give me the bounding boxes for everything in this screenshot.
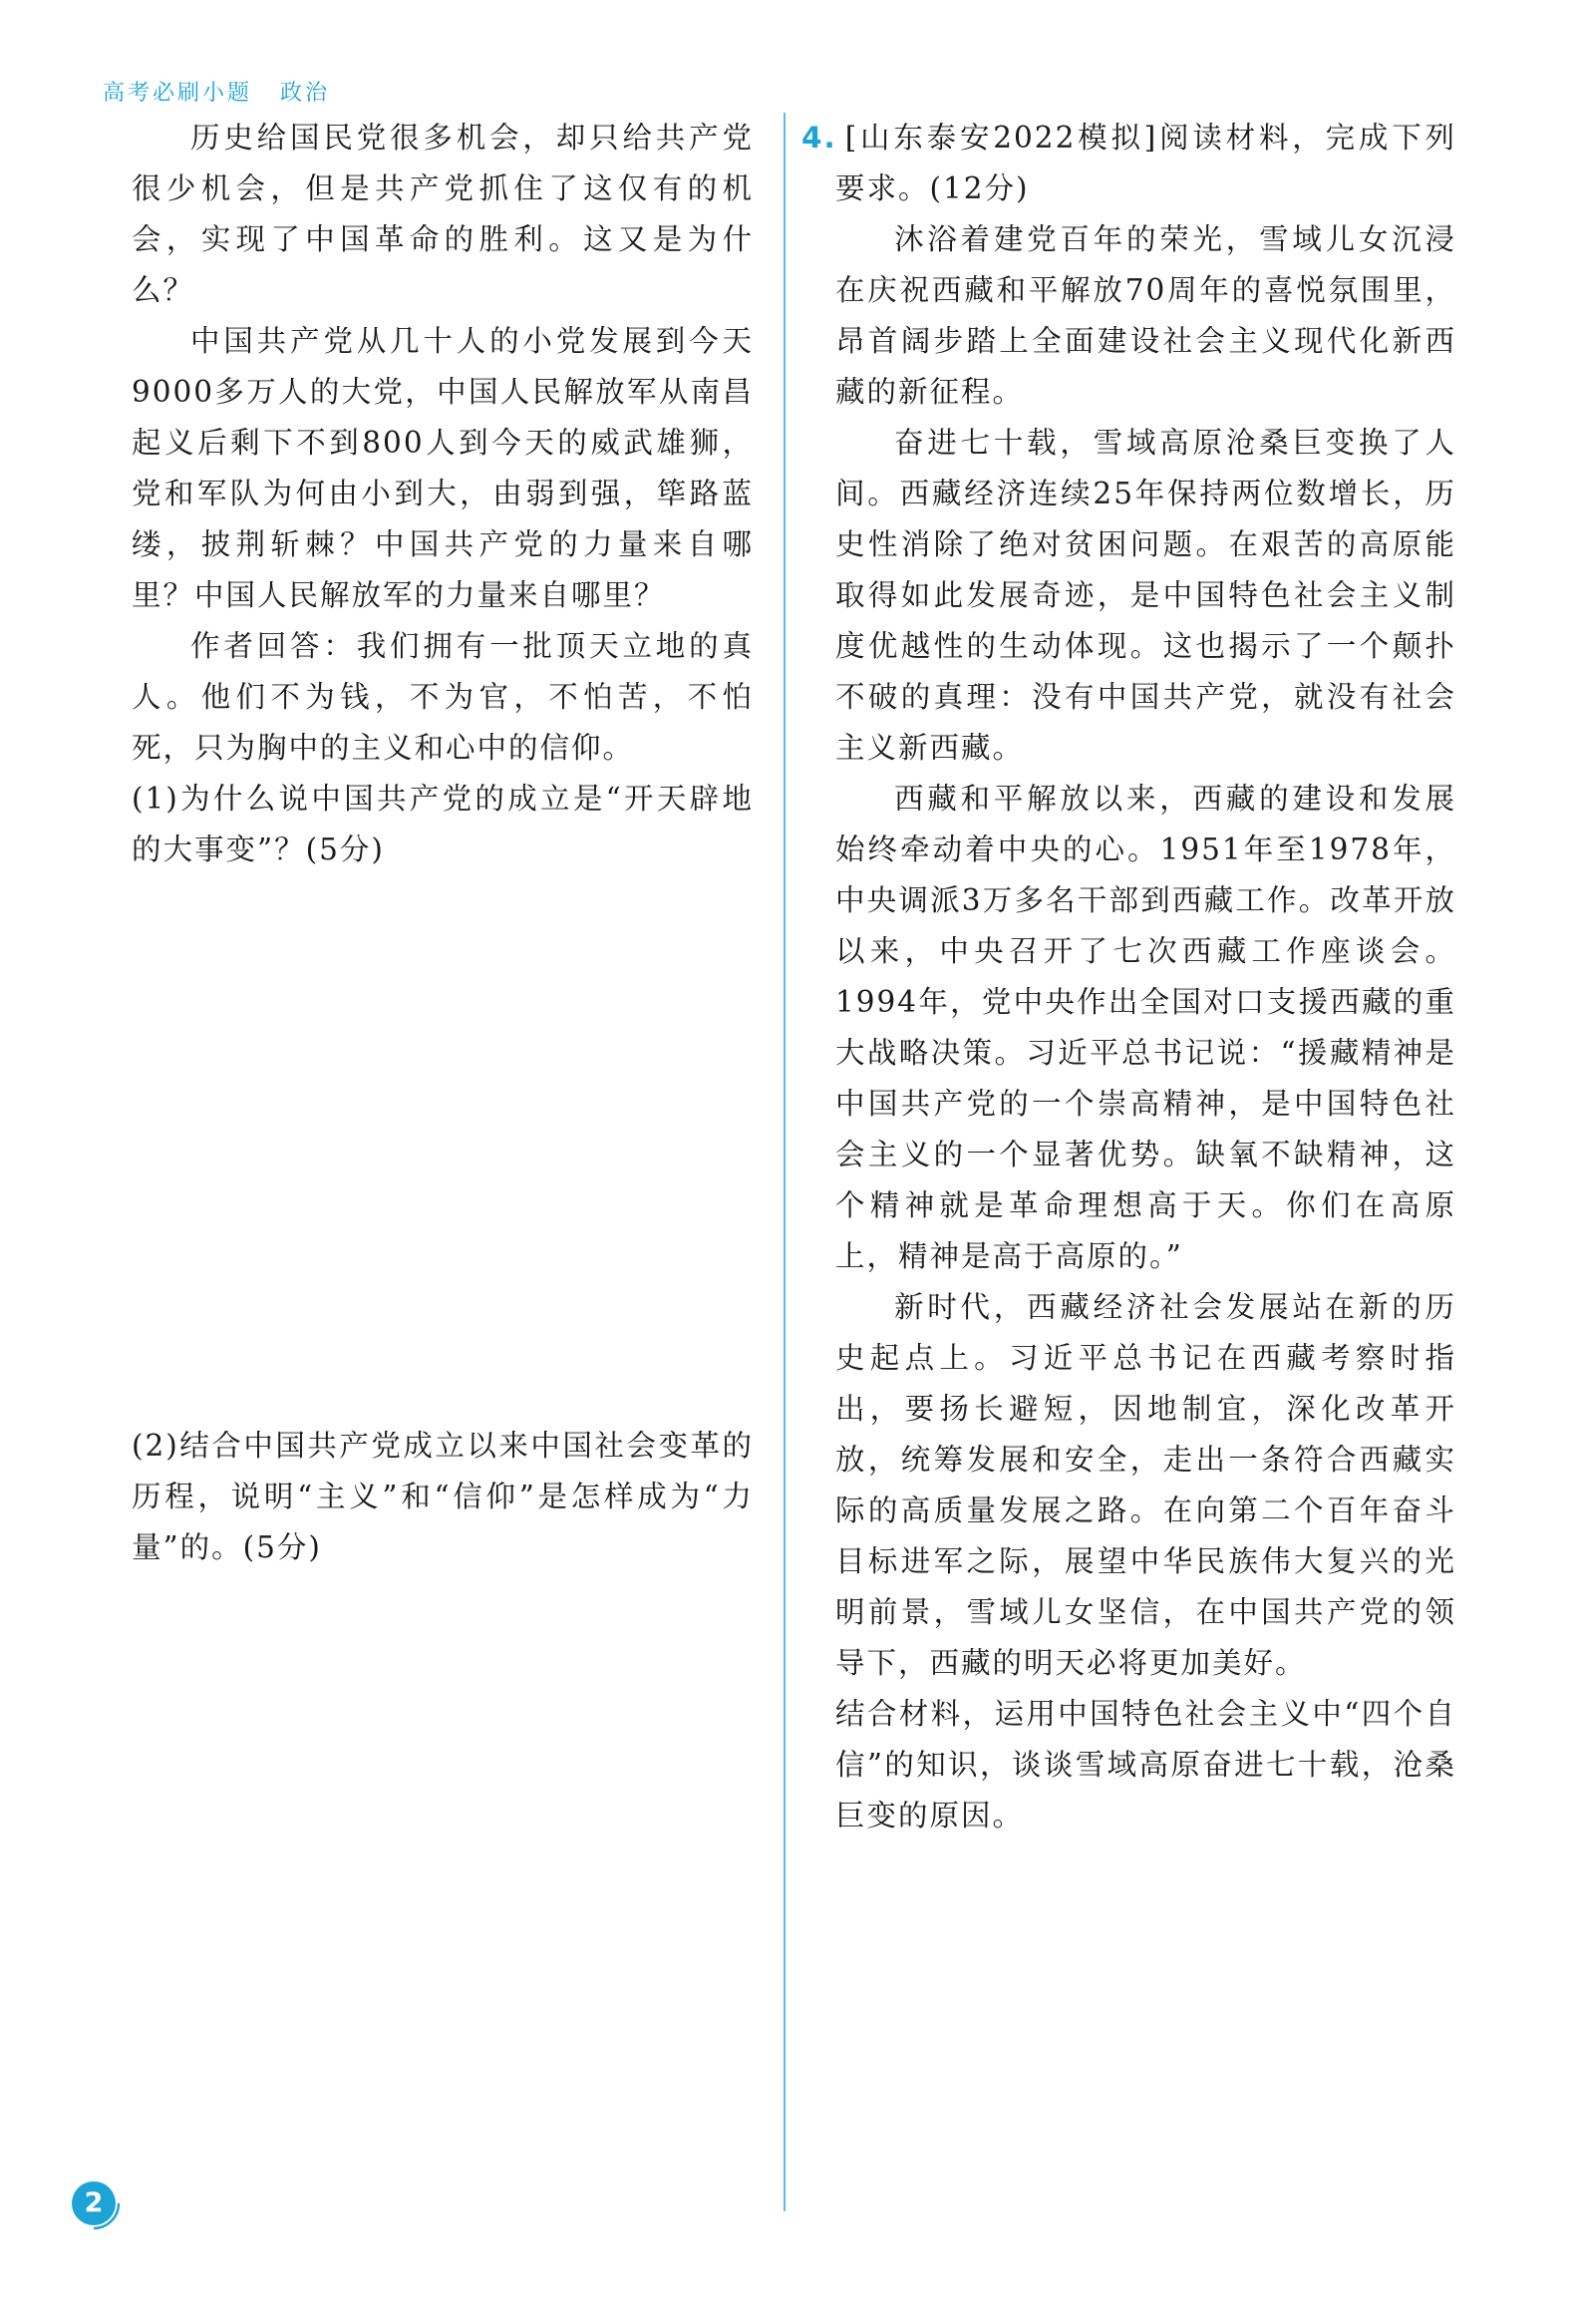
question-4-heading [801, 113, 1456, 214]
page-number: 2 [84, 2187, 104, 2218]
column-divider [784, 113, 786, 2211]
question-2: (2)结合中国共产党成立以来中国社会变革的历程，说明“主义”和“信仰”是怎样成为“力量”的。(5分) [132, 1429, 754, 1564]
left-column [132, 113, 754, 1573]
material-paragraph-4a: 沐浴着建党百年的荣光，雪域儿女沉浸在庆祝西藏和平解放70周年的喜悦氛围里，昂首阔步踏上全面建设社会主义现代化新西藏的新征程。 [835, 222, 1456, 409]
material-paragraph-4d: 新时代，西藏经济社会发展站在新的历史起点上。习近平总书记在西藏考察时指出，要扬长避短，因地制宜，深化改革开放，统筹发展和安全，走出一条符合西藏实际的高质量发展之路。在向第二个百年奋斗目标进军之际，展望中华民族伟大复兴的光明前景，雪域儿女坚信，在中国共产党的领导下，西藏的明天必将更加美好。 [835, 1290, 1456, 1680]
question-number: 4. [801, 121, 837, 155]
series-title: 高考必刷小题 [103, 81, 253, 106]
material-paragraph-2: 中国共产党从几十人的小党发展到今天9000多万人的大党，中国人民解放军从南昌起义后剩下不到800人到今天的威武雄狮，党和军队为何由小到大，由弱到强，筚路蓝缕，披荆斩棘？中国共产党的力量来自哪里？中国人民解放军的力量来自哪里？ [132, 324, 754, 612]
subject-label: 政治 [280, 81, 331, 106]
page-number-badge [70, 2179, 124, 2233]
question-intro: [山东泰安2022模拟]阅读材料，完成下列要求。(12分) [835, 121, 1456, 205]
material-paragraph-4c: 西藏和平解放以来，西藏的建设和发展始终牵动着中央的心。1951年至1978年，中央调派3万多名干部到西藏工作。改革开放以来，中央召开了七次西藏工作座谈会。1994年，党中央作出全国对口支援西藏的重大战略决策。习近平总书记说：“援藏精神是中国共产党的一个崇高精神，是中国特色社会主义的一个显著优势。缺氧不缺精神，这个精神就是革命理想高于天。你们在高原上，精神是高于高原的。” [835, 782, 1456, 1273]
material-paragraph-1: 历史给国民党很多机会，却只给共产党很少机会，但是共产党抓住了这仅有的机会，实现了中国革命的胜利。这又是为什么？ [132, 121, 754, 307]
material-paragraph-4b: 奋进七十载，雪域高原沧桑巨变换了人间。西藏经济连续25年保持两位数增长，历史性消除了绝对贫困问题。在艰苦的高原能取得如此发展奇迹，是中国特色社会主义制度优越性的生动体现。这也揭示了一个颠扑不破的真理：没有中国共产党，就没有社会主义新西藏。 [835, 426, 1456, 765]
right-column [801, 113, 1456, 1841]
material-paragraph-3: 作者回答：我们拥有一批顶天立地的真人。他们不为钱，不为官，不怕苦，不怕死，只为胸中的主义和心中的信仰。 [132, 629, 754, 765]
page-header [103, 76, 330, 107]
question-4-task: 结合材料，运用中国特色社会主义中“四个自信”的知识，谈谈雪域高原奋进七十载，沧桑巨变的原因。 [835, 1697, 1456, 1832]
question-1: (1)为什么说中国共产党的成立是“开天辟地的大事变”？(5分) [132, 782, 754, 866]
